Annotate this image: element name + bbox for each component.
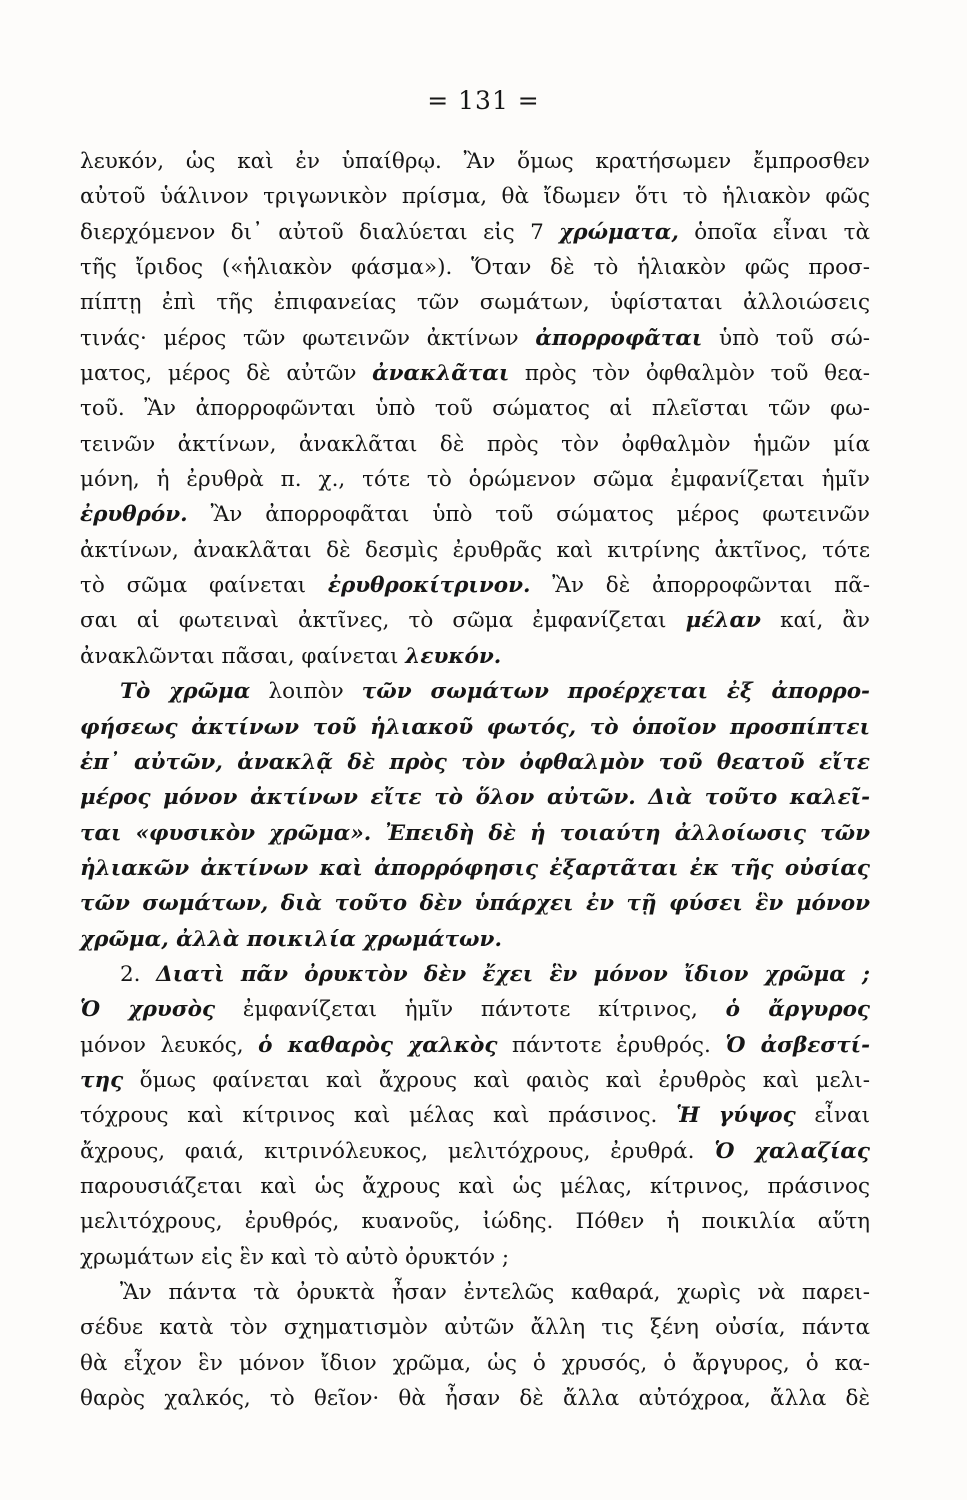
text-line — [80, 144, 870, 179]
emphasized-text: ὁ καθαρὸς χαλκὸς — [258, 1032, 498, 1058]
emphasized-text: ὁ ἄργυρος — [725, 997, 871, 1023]
text-line — [80, 1381, 870, 1416]
text-run: μελιτόχρους, ἐρυθρός, κυανοῦς, ἰώδης. Πόθεν ἡ ποικιλία αὕτη — [80, 1209, 870, 1235]
emphasized-text: ἡλιακῶν ἀκτίνων καὶ ἀπορρόφησις ἐξαρτᾶται ἐκ τῆς οὐσίας — [80, 855, 870, 881]
text-run: τόχρους καὶ κίτρινος καὶ μέλας καὶ πράσινος. — [80, 1103, 677, 1129]
text-line — [80, 603, 870, 638]
text-line — [80, 1240, 870, 1275]
text-line — [80, 462, 870, 497]
text-line — [80, 1098, 870, 1133]
paragraph — [80, 1275, 870, 1416]
text-line — [80, 391, 870, 426]
text-line — [80, 780, 870, 815]
text-run: διερχόμενον δι᾿ αὐτοῦ διαλύεται εἰς 7 — [80, 219, 560, 245]
emphasized-text: φήσεως ἀκτίνων τοῦ ἡλιακοῦ φωτός, τὸ ὁποῖον προσπίπτει — [80, 714, 870, 740]
emphasized-text: λευκόν. — [405, 643, 502, 669]
text-run: σέδυε κατὰ τὸν σχηματισμὸν αὐτῶν ἄλλη τις ξένη οὐσία, πάντα — [80, 1315, 870, 1341]
text-run: Ἂν δὲ ἀπορροφῶνται πᾶ- — [530, 573, 870, 599]
text-line — [80, 674, 870, 709]
text-run: σαι αἱ φωτειναὶ ἀκτῖνες, τὸ σῶμα ἐμφανίζεται — [80, 608, 686, 634]
text-run: ὁποῖα εἶναι τὰ — [678, 219, 870, 245]
emphasized-text: μέλαν — [685, 608, 761, 634]
text-run: πάντοτε ἐρυθρός. — [497, 1032, 726, 1058]
emphasized-text: Ἡ γύψος — [676, 1103, 796, 1129]
text-line — [80, 1063, 870, 1098]
emphasized-text: Ὁ χαλαζίας — [714, 1138, 870, 1164]
text-line — [80, 851, 870, 886]
paragraph — [80, 144, 870, 674]
text-run: τῆς ἴριδος («ἡλιακὸν φάσμα»). Ὅταν δὲ τὸ ἡλιακὸν φῶς προσ- — [80, 255, 870, 281]
text-run: μόνον λευκός, — [80, 1032, 259, 1058]
text-run: τὸ σῶμα φαίνεται — [80, 573, 328, 599]
emphasized-text: χρώματα, — [559, 219, 679, 245]
text-line — [80, 285, 870, 320]
text-line — [80, 992, 870, 1027]
text-run: χρωμάτων εἰς ἓν καὶ τὸ αὐτὸ ὀρυκτόν ; — [80, 1244, 510, 1270]
text-run: τοῦ. Ἂν ἀπορροφῶνται ὑπὸ τοῦ σώματος αἱ πλεῖσται τῶν φω- — [80, 396, 870, 422]
emphasized-text: ἐρυθρόν. — [80, 502, 188, 528]
text-run: αὐτοῦ ὑάλινον τριγωνικὸν πρίσμα, θὰ ἴδωμεν ὅτι τὸ ἡλιακὸν φῶς — [80, 184, 870, 210]
text-run: εἶναι — [795, 1103, 871, 1129]
text-run: παρουσιάζεται καὶ ὡς ἄχρους καὶ ὡς μέλας, κίτρινος, πράσινος — [80, 1173, 870, 1199]
text-run: ὅμως φαίνεται καὶ ἄχρους καὶ φαιὸς καὶ ἐρυθρὸς καὶ μελι- — [123, 1067, 870, 1093]
emphasized-text: ἀνακλᾶται — [372, 361, 510, 387]
text-line — [80, 886, 870, 921]
text-run: καί, ἂν — [760, 608, 870, 634]
text-run: ἀκτίνων, ἀνακλᾶται δὲ δεσμὶς ἐρυθρᾶς καὶ κιτρίνης ἀκτῖνος, τότε — [80, 537, 870, 563]
emphasized-text: Ὁ χρυσὸς — [80, 997, 216, 1023]
paragraph — [80, 674, 870, 957]
text-run: μόνη, ἡ ἐρυθρὰ π. χ., τότε τὸ ὁρώμενον σῶμα ἐμφανίζεται ἡμῖν — [80, 467, 870, 493]
paragraph — [80, 957, 870, 1275]
page-number: = 131 = — [427, 86, 540, 115]
text-run: τεινῶν ἀκτίνων, ἀνακλᾶται δὲ πρὸς τὸν ὀφθαλμὸν ἡμῶν μία — [80, 431, 870, 457]
text-run: Ἂν ἀπορροφᾶται ὑπὸ τοῦ σώματος μέρος φωτεινῶν — [187, 502, 870, 528]
text-run: θὰ εἶχον ἓν μόνον ἴδιον χρῶμα, ὡς ὁ χρυσός, ὁ ἄργυρος, ὁ κα- — [80, 1350, 870, 1376]
text-line — [80, 710, 870, 745]
text-line — [80, 533, 870, 568]
emphasized-text: ται «φυσικὸν χρῶμα». Ἐπειδὴ δὲ ἡ τοιαύτη ἀλλοίωσις τῶν — [80, 820, 870, 846]
text-run: πρὸς τὸν ὀφθαλμὸν τοῦ θεα- — [509, 361, 870, 387]
emphasized-text: χρῶμα, ἀλλὰ ποικιλία χρωμάτων. — [80, 926, 502, 952]
text-line — [80, 1134, 870, 1169]
text-line — [80, 497, 870, 532]
text-run: λοιπὸν — [250, 679, 362, 705]
text-line — [80, 568, 870, 603]
text-line — [80, 250, 870, 285]
text-run: θαρὸς χαλκός, τὸ θεῖον· θὰ ἦσαν δὲ ἄλλα αὐτόχροα, ἄλλα δὲ — [80, 1386, 870, 1412]
emphasized-text: τῶν σωμάτων, διὰ τοῦτο δὲν ὑπάρχει ἐν τῇ φύσει ἓν μόνον — [80, 891, 870, 917]
text-run: ἐμφανίζεται ἡμῖν πάντοτε κίτρινος, — [215, 997, 726, 1023]
text-line — [80, 427, 870, 462]
text-line — [80, 1028, 870, 1063]
text-line — [80, 1346, 870, 1381]
emphasized-text: τῶν σωμάτων προέρχεται ἐξ ἀπορρο- — [361, 679, 870, 705]
emphasized-text: Τὸ χρῶμα — [120, 679, 251, 705]
emphasized-text: μέρος μόνον ἀκτίνων εἴτε τὸ ὅλον αὐτῶν. Διὰ τοῦτο καλεῖ- — [80, 785, 870, 811]
text-line — [80, 816, 870, 851]
text-line — [80, 957, 870, 992]
text-line — [80, 1310, 870, 1345]
text-run: ματος, μέρος δὲ αὐτῶν — [80, 361, 373, 387]
text-line — [80, 356, 870, 391]
text-line — [80, 922, 870, 957]
text-line — [80, 1169, 870, 1204]
emphasized-text: Ὁ ἀσβεστί- — [725, 1032, 870, 1058]
emphasized-text: της — [80, 1067, 124, 1093]
text-line — [80, 1275, 870, 1310]
body-text — [80, 144, 870, 1416]
emphasized-text: Διατὶ πᾶν ὀρυκτὸν δὲν ἔχει ἓν μόνον ἴδιον χρῶμα ; — [156, 961, 870, 987]
text-run: ἀνακλῶνται πᾶσαι, φαίνεται — [80, 643, 406, 669]
text-line — [80, 179, 870, 214]
text-line — [80, 639, 870, 674]
emphasized-text: ἐπ᾿ αὐτῶν, ἀνακλᾷ δὲ πρὸς τὸν ὀφθαλμὸν τοῦ θεατοῦ εἴτε — [80, 749, 870, 775]
text-run: ὑπὸ τοῦ σώ- — [702, 325, 870, 351]
emphasized-text: ἀπορροφᾶται — [535, 325, 703, 351]
text-line — [80, 321, 870, 356]
text-run: 2. — [120, 961, 157, 987]
text-run: ἄχρους, φαιά, κιτρινόλευκος, μελιτόχρους, ἐρυθρά. — [80, 1138, 715, 1164]
text-run: τινάς· μέρος τῶν φωτεινῶν ἀκτίνων — [80, 325, 536, 351]
text-line — [80, 215, 870, 250]
text-run: πίπτῃ ἐπὶ τῆς ἐπιφανείας τῶν σωμάτων, ὑφίσταται ἀλλοιώσεις — [80, 290, 870, 316]
text-run: λευκόν, ὡς καὶ ἐν ὑπαίθρῳ. Ἂν ὅμως κρατήσωμεν ἔμπροσθεν — [80, 149, 870, 174]
emphasized-text: ἐρυθροκίτρινον. — [327, 573, 531, 599]
text-line — [80, 745, 870, 780]
text-run: Ἂν πάντα τὰ ὀρυκτὰ ἦσαν ἐντελῶς καθαρά, χωρὶς νὰ παρει- — [120, 1280, 870, 1305]
text-line — [80, 1204, 870, 1239]
